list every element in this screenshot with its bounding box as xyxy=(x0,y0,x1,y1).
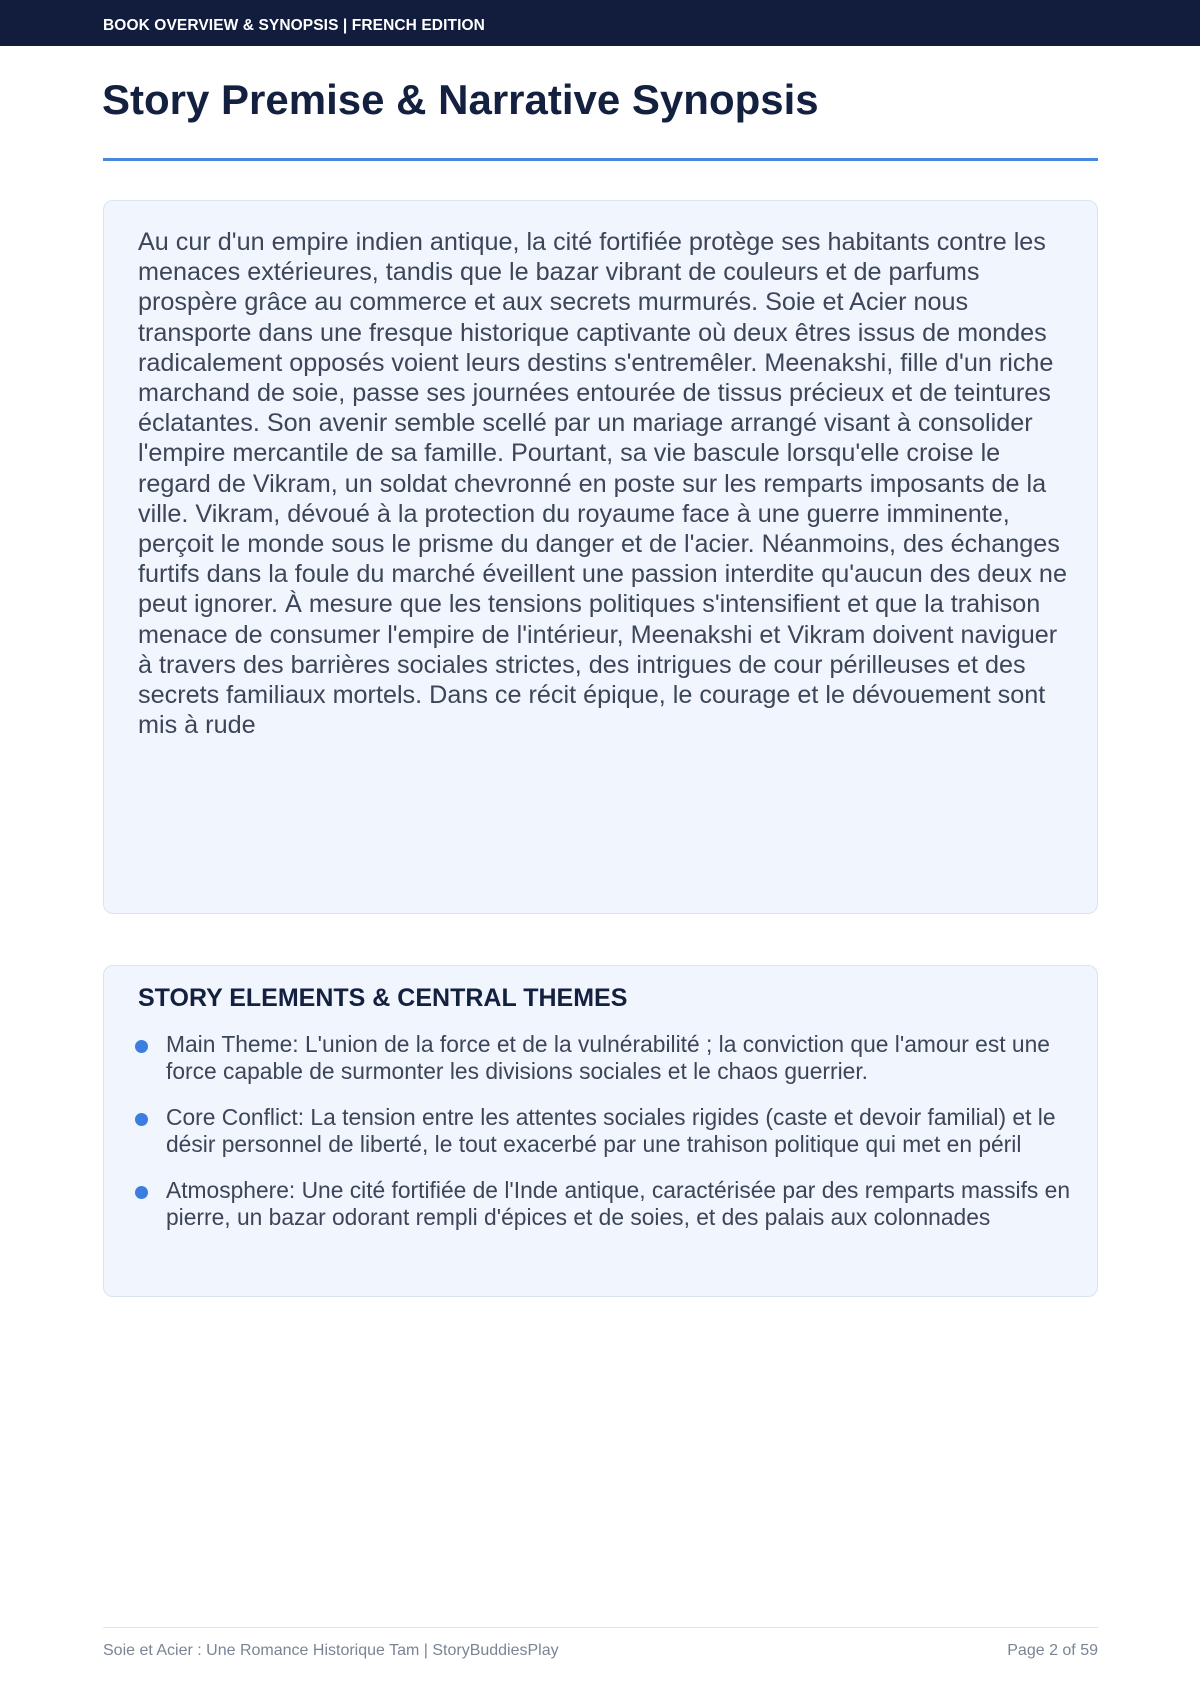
header-bar-label: BOOK OVERVIEW & SYNOPSIS | FRENCH EDITION xyxy=(103,17,485,34)
themes-card xyxy=(103,965,1098,1297)
header-bar xyxy=(0,0,1200,46)
bullet-dot-icon xyxy=(135,1113,148,1126)
synopsis-card xyxy=(103,200,1098,914)
synopsis-text: Au cur d'un empire indien antique, la cité fortifiée protège ses habitants contre les menaces extérieures, tandis que le bazar vibrant de couleurs et de parfums prospère grâce au commerce et aux secrets murmurés. Soie et Acier nous transporte dans une fresque historique captivante où deux êtres issus de mondes radicalement opposés voient leurs destins s'entremêler. Meenakshi, fille d'un riche marchand de soie, passe ses journées entourée de tissus précieux et de teintures éclatantes. Son avenir semble scellé par un mariage arrangé visant à consolider l'empire mercantile de sa famille. Pourtant, sa vie bascule lorsqu'elle croise le regard de Vikram, un soldat chevronné en poste sur les remparts imposants de la ville. Vikram, dévoué à la protection du royaume face à une guerre imminente, perçoit le monde sous le prisme du danger et de l'acier. Néanmoins, des échanges furtifs dans la foule du marché éveillent une passion interdite qu'aucun des deux ne peut ignorer. À mesure que les tensions politiques s'intensifient et que la trahison menace de consumer l'empire de l'intérieur, Meenakshi et Vikram doivent naviguer à travers des barrières sociales strictes, des intrigues de cour périlleuses et des secrets familiaux mortels. Dans ce récit épique, le courage et le dévouement sont mis à rude xyxy=(138,228,1067,740)
theme-item-text: Core Conflict: La tension entre les attentes sociales rigides (caste et devoir familial) et le désir personnel de liberté, le tout exacerbé par une trahison politique qui met en péril xyxy=(166,1104,1056,1157)
footer-divider xyxy=(103,1627,1098,1628)
page-title: Story Premise & Narrative Synopsis xyxy=(102,76,819,123)
theme-item-core-conflict xyxy=(132,1104,1082,1157)
theme-item-text: Main Theme: L'union de la force et de la vulnérabilité ; la conviction que l'amour est une force capable de surmonter les divisions sociales et le chaos guerrier. xyxy=(166,1031,1050,1084)
bullet-dot-icon xyxy=(135,1040,148,1053)
footer-page-number: Page 2 of 59 xyxy=(1007,1642,1098,1659)
theme-item-atmosphere xyxy=(132,1177,1082,1230)
themes-heading: STORY ELEMENTS & CENTRAL THEMES xyxy=(138,984,628,1012)
title-divider xyxy=(103,158,1098,161)
footer-book-title: Soie et Acier : Une Romance Historique Tam | StoryBuddiesPlay xyxy=(103,1642,559,1659)
theme-item-text: Atmosphere: Une cité fortifiée de l'Inde antique, caractérisée par des remparts massifs en pierre, un bazar odorant rempli d'épices et de soies, et des palais aux colonnades xyxy=(166,1177,1071,1230)
theme-item-main-theme xyxy=(132,1031,1082,1084)
bullet-dot-icon xyxy=(135,1186,148,1199)
themes-list xyxy=(132,1031,1082,1250)
